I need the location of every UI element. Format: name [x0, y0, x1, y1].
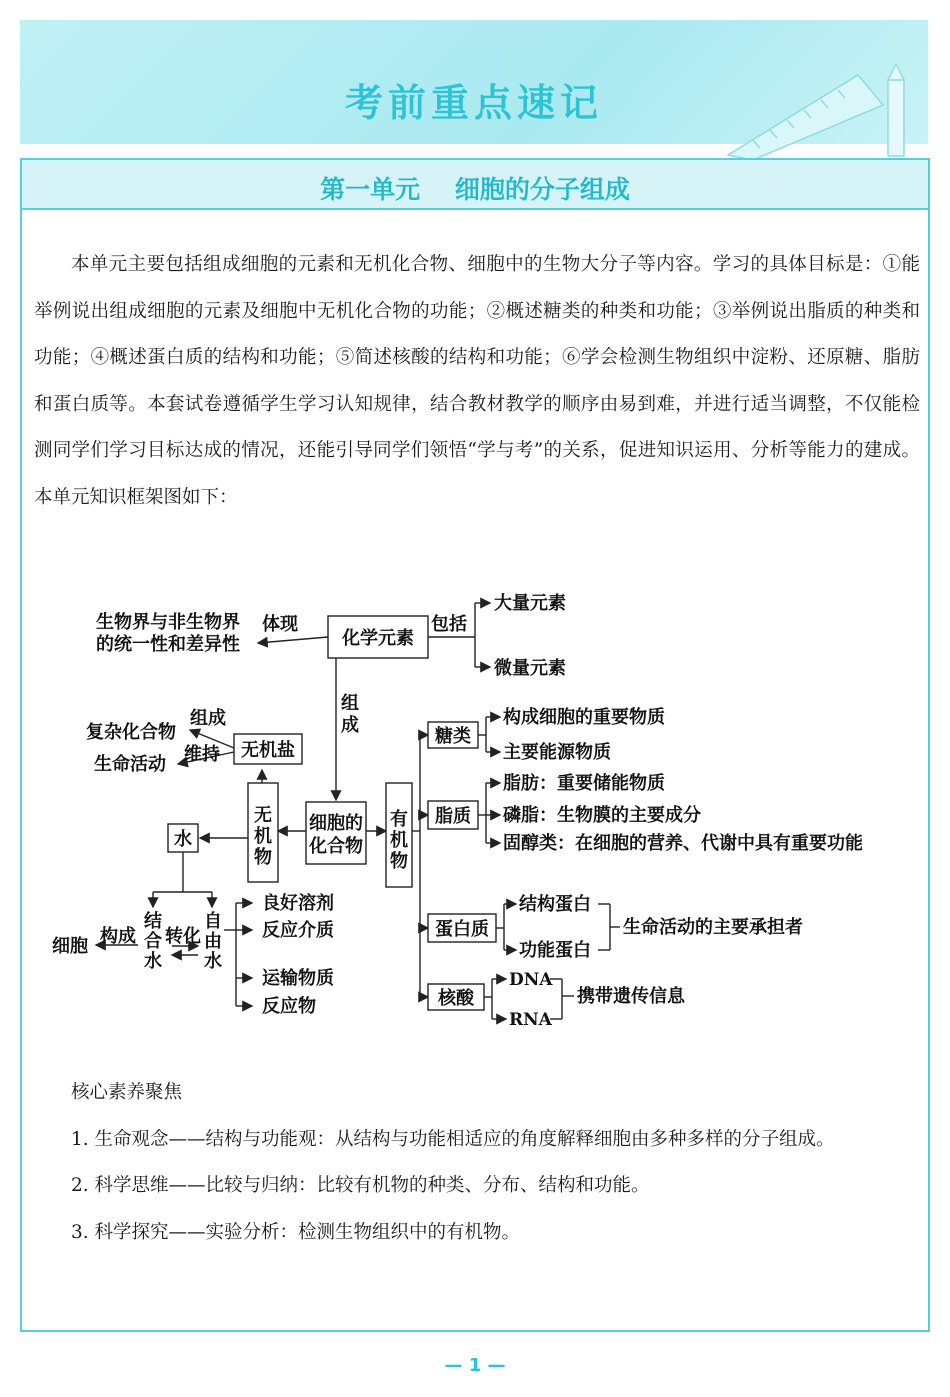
maintain-label: 维持 — [184, 744, 220, 765]
organic-label-2: 机 — [390, 830, 408, 851]
protein-label: 蛋白质 — [435, 919, 489, 940]
banner-title: 考前重点速记 — [344, 81, 603, 125]
intro-paragraph: 本单元主要包括组成细胞的元素和无机化合物、细胞中的生物大分子等内容。学习的具体目标是：①能举例说出组成细胞的元素及细胞中无机化合物的功能；②概述糖类的种类和功能；③举例说出脂质的种类和功能；④概述蛋白质的结构和功能；⑤简述核酸的结构和功能；⑥学会检测生物组织中淀粉、还原糖、脂肪和蛋白质等。本套试卷遵循学生学习认知规律，结合教材教学的顺序由易到难，并进行适当调整，不仅能检测同学们学习目标达成的情况，还能引导同学们领悟“学与考”的关系，促进知识运用、分析等能力的建成。本单元知识框架图如下： — [34, 254, 920, 508]
unity-label-line1: 生物界与非生物界 — [96, 612, 240, 633]
free-water-label-2: 由 — [204, 931, 222, 952]
bound-water-label-3: 水 — [144, 951, 162, 972]
convert-label: 转化 — [165, 926, 201, 947]
reactant-label: 反应物 — [262, 996, 316, 1017]
free-water-label-3: 水 — [204, 951, 222, 972]
embody-label: 体现 — [262, 614, 298, 635]
unity-label-line2: 的统一性和差异性 — [96, 634, 240, 655]
lipid-item-1: 脂肪：重要储能物质 — [503, 773, 665, 794]
medium-label: 反应介质 — [262, 920, 334, 941]
rna-label: RNA — [509, 1010, 552, 1030]
protein-item-1: 结构蛋白 — [519, 894, 591, 915]
free-water-label-1: 自 — [204, 911, 222, 932]
compose-label-1: 组 — [341, 693, 359, 714]
bound-water-label-1: 结 — [144, 911, 162, 932]
zucheng-label: 组成 — [190, 708, 226, 729]
lipid-label: 脂质 — [435, 806, 471, 827]
compounds-label-2: 化合物 — [309, 836, 363, 857]
sugar-item-2: 主要能源物质 — [503, 742, 611, 763]
inorganic-label-2: 机 — [254, 826, 272, 847]
constitute-label: 构成 — [100, 926, 136, 947]
dna-label: DNA — [509, 970, 553, 990]
sugar-item-1: 构成细胞的重要物质 — [503, 707, 665, 728]
protein-role-label: 生命活动的主要承担者 — [623, 917, 803, 938]
protein-item-2: 功能蛋白 — [519, 940, 591, 961]
compounds-label-1: 细胞的 — [309, 813, 363, 834]
lipid-item-2: 磷脂：生物膜的主要成分 — [503, 805, 701, 826]
core-literacy-point-3: 3. 科学探究——实验分析：检测生物组织中的有机物。 — [71, 1221, 521, 1243]
core-literacy-point-1: 1. 生命观念——结构与功能观：从结构与功能相适应的角度解释细胞由多种多样的分子组成。 — [71, 1128, 835, 1150]
nucleic-label: 核酸 — [438, 988, 474, 1009]
inorganic-label-1: 无 — [254, 805, 272, 826]
sugar-label: 糖类 — [435, 726, 471, 747]
chem-elements-label: 化学元素 — [342, 628, 414, 649]
nucleic-role-label: 携带遗传信息 — [577, 986, 685, 1007]
solvent-label: 良好溶剂 — [262, 893, 334, 914]
bound-water-label-2: 合 — [144, 931, 162, 952]
core-literacy-point-2: 2. 科学思维——比较与归纳：比较有机物的种类、分布、结构和功能。 — [71, 1175, 650, 1196]
inorganic-label-3: 物 — [254, 847, 272, 868]
macro-elements-label: 大量元素 — [494, 593, 566, 614]
include-label: 包括 — [431, 614, 467, 635]
page-number: — 1 — — [444, 1355, 506, 1376]
water-label: 水 — [174, 829, 192, 850]
core-literacy-heading: 核心素养聚焦 — [71, 1082, 183, 1103]
cell-label: 细胞 — [52, 936, 88, 957]
micro-elements-label: 微量元素 — [494, 658, 566, 679]
transport-label: 运输物质 — [262, 968, 334, 989]
unit-title: 第一单元 细胞的分子组成 — [320, 175, 630, 204]
compose-label-2: 成 — [341, 715, 359, 736]
life-activity-label: 生命活动 — [94, 754, 166, 775]
salt-label: 无机盐 — [241, 740, 295, 761]
lipid-item-3: 固醇类：在细胞的营养、代谢中具有重要功能 — [503, 833, 863, 854]
organic-label-3: 物 — [390, 851, 408, 872]
complex-compound-label: 复杂化合物 — [86, 722, 176, 743]
organic-label-1: 有 — [390, 809, 408, 830]
